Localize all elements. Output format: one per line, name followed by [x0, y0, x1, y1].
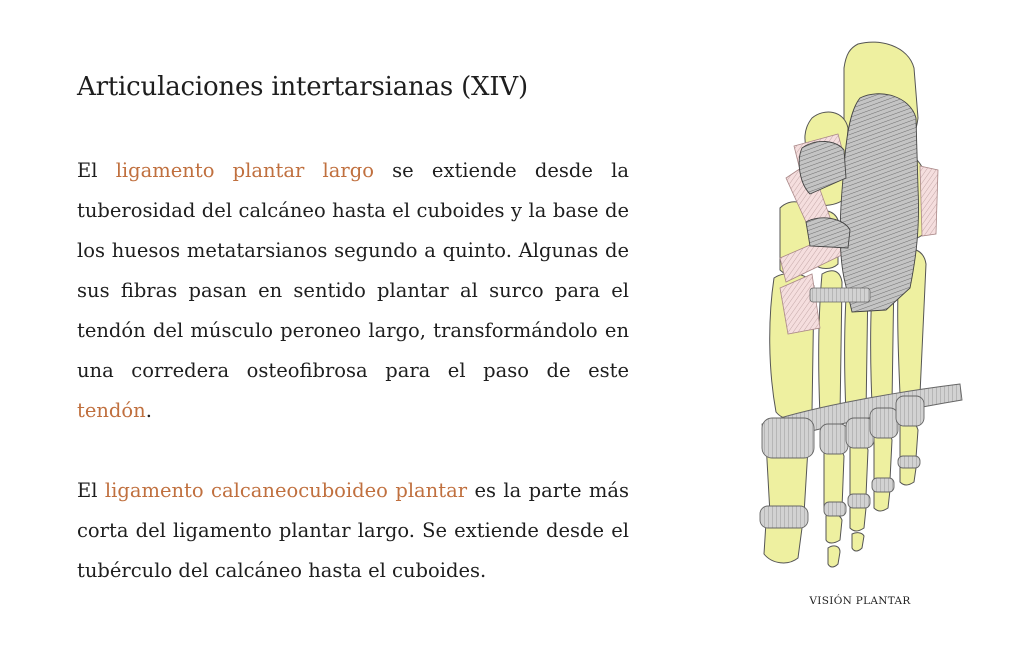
mtp-capsule-2 — [820, 424, 848, 454]
ip-capsule-5 — [898, 456, 920, 468]
phalanx-4-proximal-bone — [874, 432, 892, 485]
phalanx-3-distal-bone — [852, 533, 864, 551]
ip-capsule-4 — [872, 478, 894, 492]
paragraph-long-plantar-ligament — [77, 151, 629, 431]
slide-title: Articulaciones intertarsianas (XIV) — [77, 72, 528, 102]
foot-plantar-illustration — [740, 38, 980, 578]
ip-capsule-2 — [824, 502, 846, 516]
phalanx-2-middle-bone — [826, 514, 842, 543]
paragraph-calcaneocuboid-ligament — [77, 471, 629, 591]
text-column — [77, 151, 629, 591]
tarsometatarsal-band — [810, 288, 870, 302]
mtp-capsule-1 — [762, 418, 814, 458]
paragraph-text: El — [77, 159, 116, 182]
figure-caption: VISIÓN PLANTAR — [809, 595, 911, 607]
mtp-capsule-4 — [870, 408, 898, 438]
long-plantar-ligament — [840, 94, 918, 312]
term-ligamento-plantar-largo: ligamento plantar largo — [115, 159, 374, 182]
paragraph-text: . — [145, 399, 152, 422]
phalanx-2-distal-bone — [828, 546, 840, 567]
pink-ligament-5 — [920, 166, 938, 236]
paragraph-text: se extiende desde la tuberosidad del calcáneo hasta el cuboides y la base de los huesos metatarsianos segundo a quinto. Algunas de sus fibras pasan en sentido plantar al surco para el tendón del músculo peroneo largo, transformándolo en una corredera osteofibrosa para el paso de este — [77, 159, 629, 382]
mtp-capsule-5 — [896, 396, 924, 426]
paragraph-text: es la parte más corta del ligamento plantar largo. Se extiende desde el tubérculo del calcáneo hasta el cuboides. — [77, 479, 630, 582]
phalanx-3-proximal-bone — [850, 442, 868, 501]
term-tendon: tendón — [77, 399, 146, 422]
term-ligamento-calcaneocuboideo-plantar: ligamento calcaneocuboideo plantar — [104, 479, 468, 502]
ip-capsule-1 — [760, 506, 808, 528]
foot-bones-svg — [740, 38, 980, 578]
ip-capsule-3 — [848, 494, 870, 508]
paragraph-text: El — [77, 479, 105, 502]
